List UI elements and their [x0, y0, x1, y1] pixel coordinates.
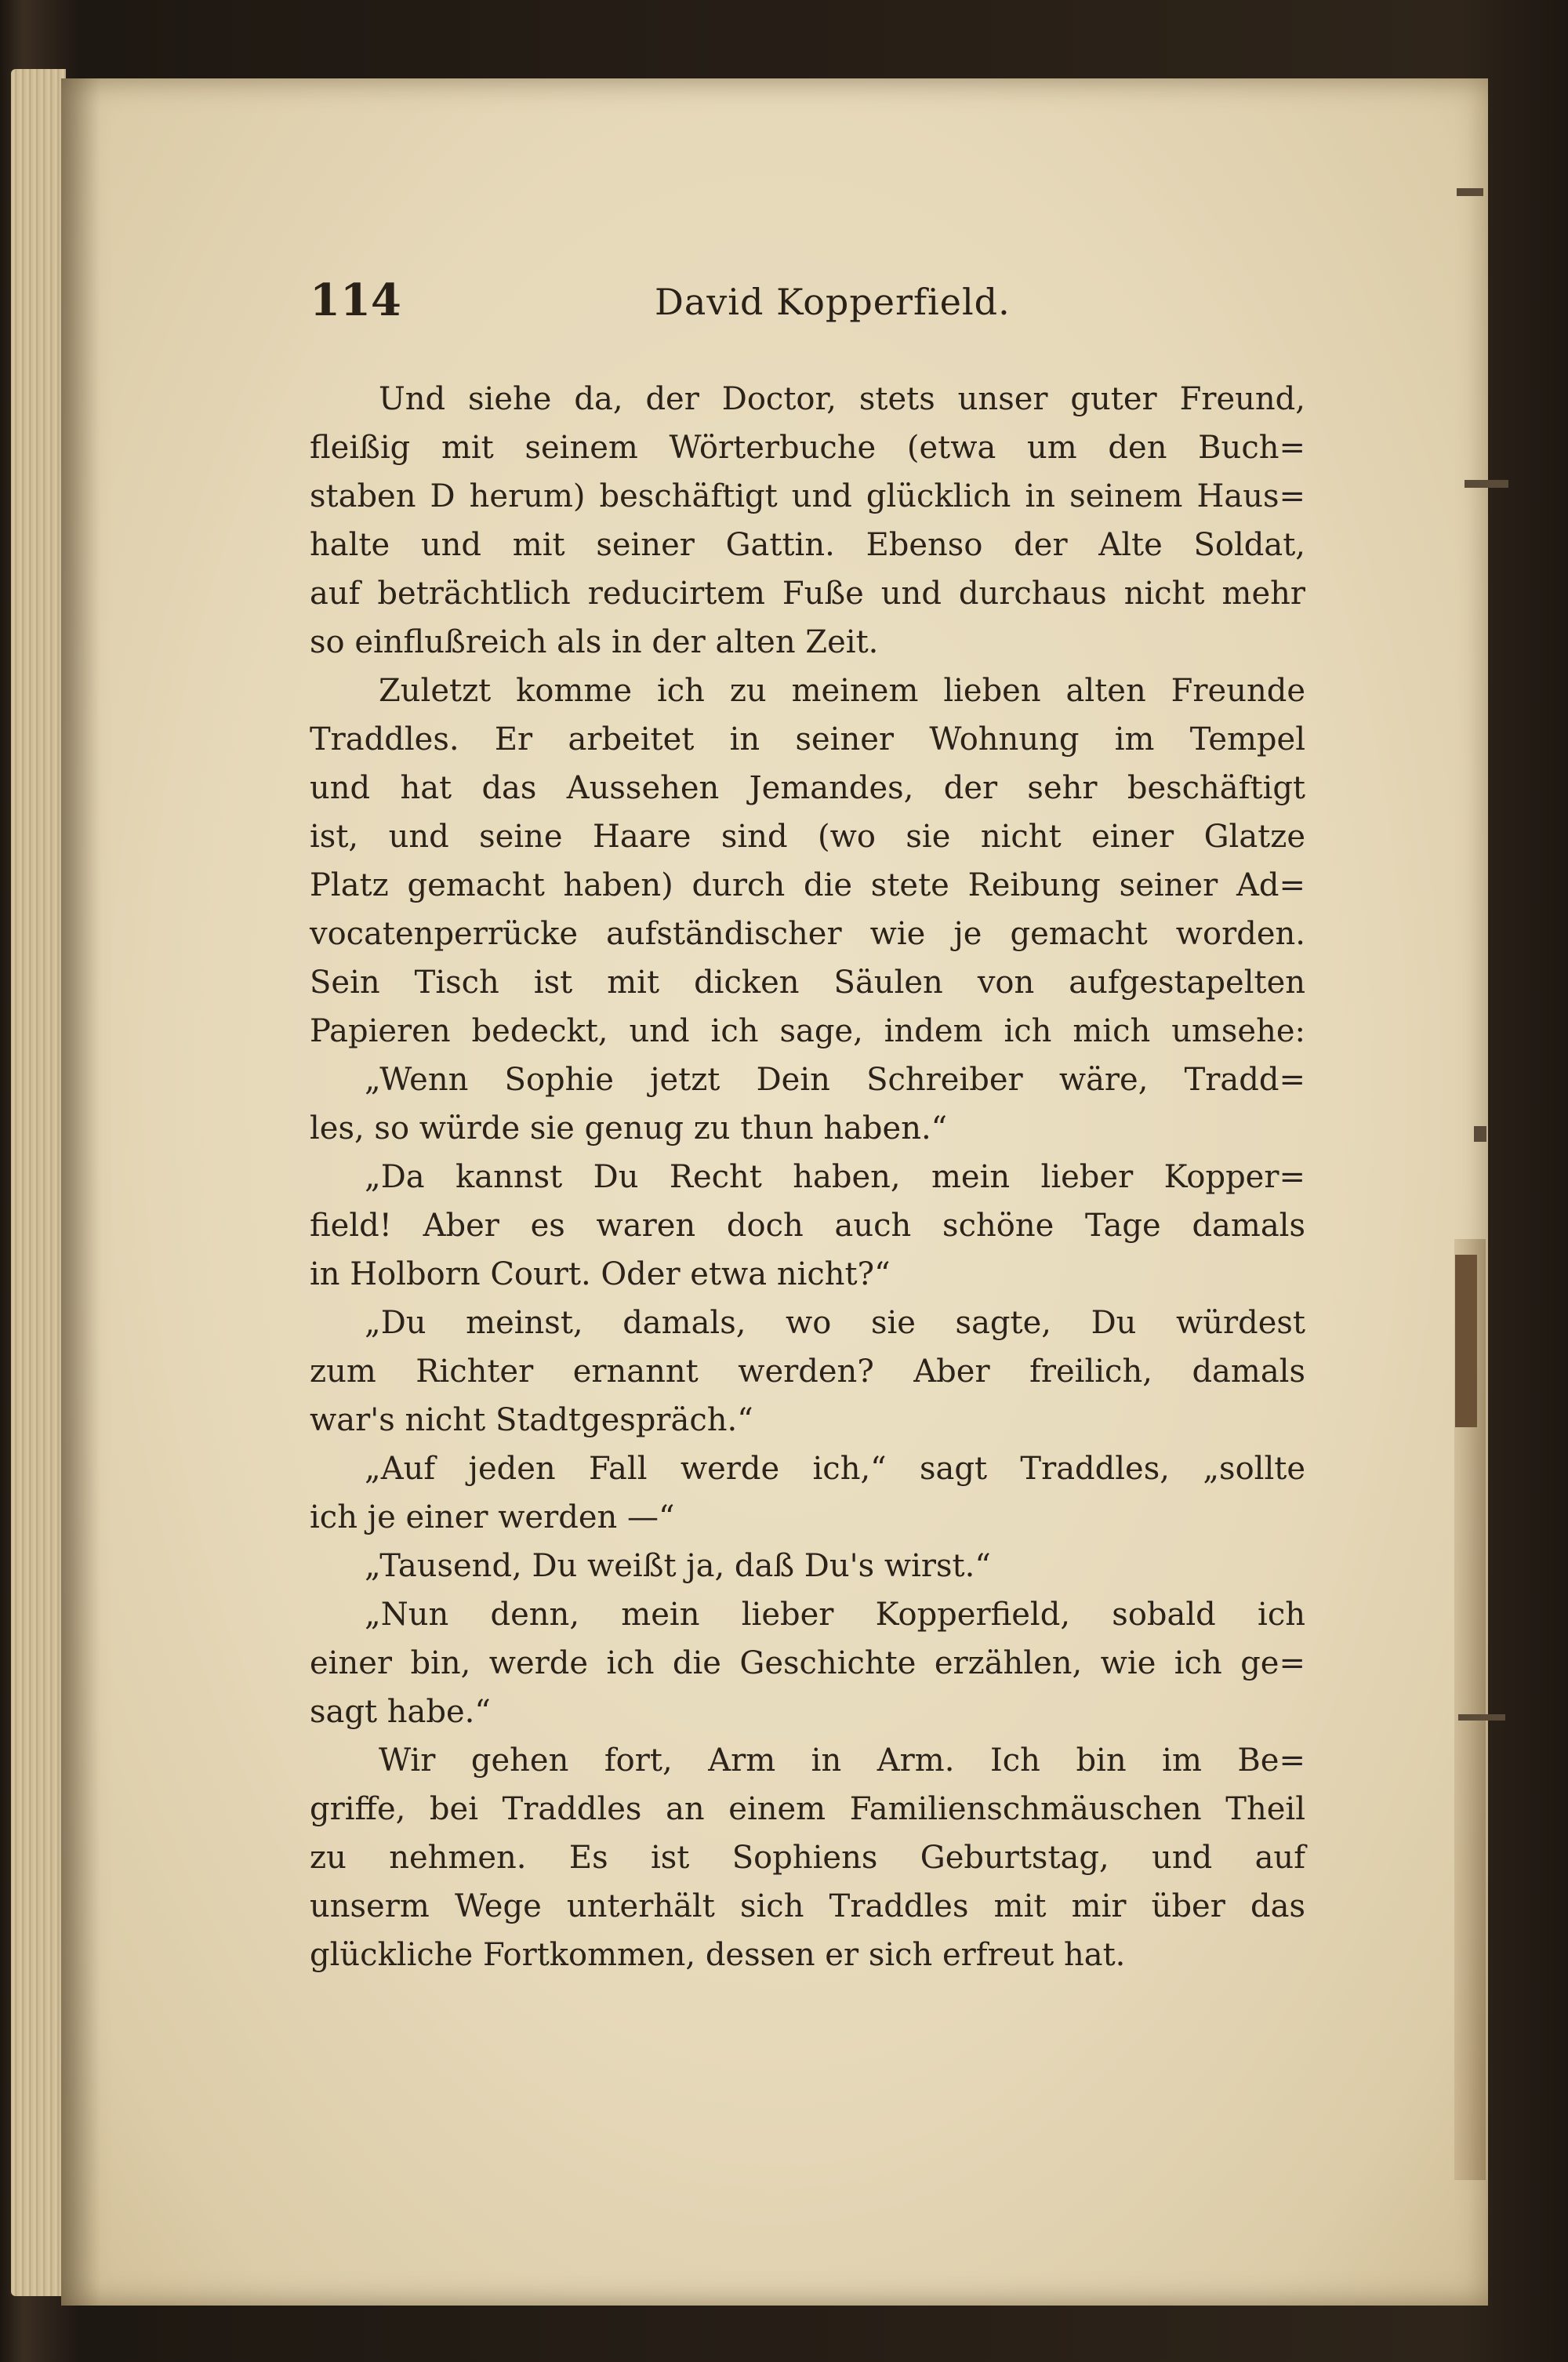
- text-line: Sein Tisch ist mit dicken Säulen von aufgestapelten: [310, 965, 1305, 1001]
- text-line: „Wenn Sophie jetzt Dein Schreiber wäre, Tradd=: [365, 1062, 1305, 1098]
- text-line: „Du meinst, damals, wo sie sagte, Du würdest: [365, 1305, 1305, 1341]
- text-line: „Nun denn, mein lieber Kopperfield, sobald ich: [365, 1597, 1305, 1633]
- text-line: Traddles. Er arbeitet in seiner Wohnung im Tempel: [310, 721, 1305, 758]
- page-number: 114: [310, 274, 401, 326]
- text-line: auf beträchtlich reducirtem Fuße und durchaus nicht mehr: [310, 576, 1305, 612]
- text-line: einer bin, werde ich die Geschichte erzählen, wie ich ge=: [310, 1645, 1305, 1681]
- text-line: glückliche Fortkommen, dessen er sich erfreut hat.: [310, 1937, 1126, 1973]
- text-line: griffe, bei Traddles an einem Familienschmäuschen Theil: [310, 1791, 1305, 1827]
- text-line: ich je einer werden —“: [310, 1499, 675, 1535]
- text-line: Zuletzt komme ich zu meinem lieben alten Freunde: [379, 673, 1305, 709]
- margin-mark: [1465, 480, 1508, 488]
- margin-mark: [1457, 188, 1483, 196]
- text-line: war's nicht Stadtgespräch.“: [310, 1402, 753, 1438]
- text-line: „Da kannst Du Recht haben, mein lieber Kopper=: [365, 1159, 1305, 1195]
- page-edges: [11, 69, 66, 2296]
- text-line: so einflußreich als in der alten Zeit.: [310, 624, 879, 660]
- spine-shadow: [61, 78, 100, 2306]
- text-line: „Tausend, Du weißt ja, daß Du's wirst.“: [365, 1548, 991, 1584]
- text-line: sagt habe.“: [310, 1694, 491, 1730]
- running-title: David Kopperfield.: [655, 281, 1011, 323]
- text-line: vocatenperrücke aufständischer wie je gemacht worden.: [310, 916, 1305, 952]
- text-line: les, so würde sie genug zu thun haben.“: [310, 1110, 948, 1146]
- text-line: „Auf jeden Fall werde ich,“ sagt Traddles, „sollte: [365, 1451, 1305, 1487]
- text-line: Wir gehen fort, Arm in Arm. Ich bin im Be=: [379, 1742, 1305, 1779]
- text-line: Platz gemacht haben) durch die stete Reibung seiner Ad=: [310, 867, 1305, 903]
- text-line: fleißig mit seinem Wörterbuche (etwa um den Buch=: [310, 430, 1305, 466]
- body-text: [310, 375, 1305, 1979]
- text-line: staben D herum) beschäftigt und glücklich in seinem Haus=: [310, 478, 1305, 514]
- text-line: Und siehe da, der Doctor, stets unser guter Freund,: [379, 381, 1305, 417]
- text-line: Papieren bedeckt, und ich sage, indem ich mich umsehe:: [310, 1013, 1305, 1049]
- text-line: und hat das Aussehen Jemandes, der sehr beschäftigt: [310, 770, 1305, 806]
- text-line: halte und mit seiner Gattin. Ebenso der Alte Soldat,: [310, 527, 1305, 563]
- text-line: field! Aber es waren doch auch schöne Tage damals: [310, 1208, 1305, 1244]
- text-line: unserm Wege unterhält sich Traddles mit mir über das: [310, 1888, 1305, 1924]
- text-line: in Holborn Court. Oder etwa nicht?“: [310, 1256, 891, 1292]
- margin-mark: [1458, 1714, 1505, 1721]
- text-line: zu nehmen. Es ist Sophiens Geburtstag, und auf: [310, 1840, 1305, 1876]
- text-line: ist, und seine Haare sind (wo sie nicht einer Glatze: [310, 819, 1305, 855]
- margin-mark: [1455, 1255, 1477, 1427]
- page-header: [310, 274, 1298, 329]
- text-line: zum Richter ernannt werden? Aber freilich, damals: [310, 1354, 1305, 1390]
- margin-mark: [1474, 1126, 1486, 1142]
